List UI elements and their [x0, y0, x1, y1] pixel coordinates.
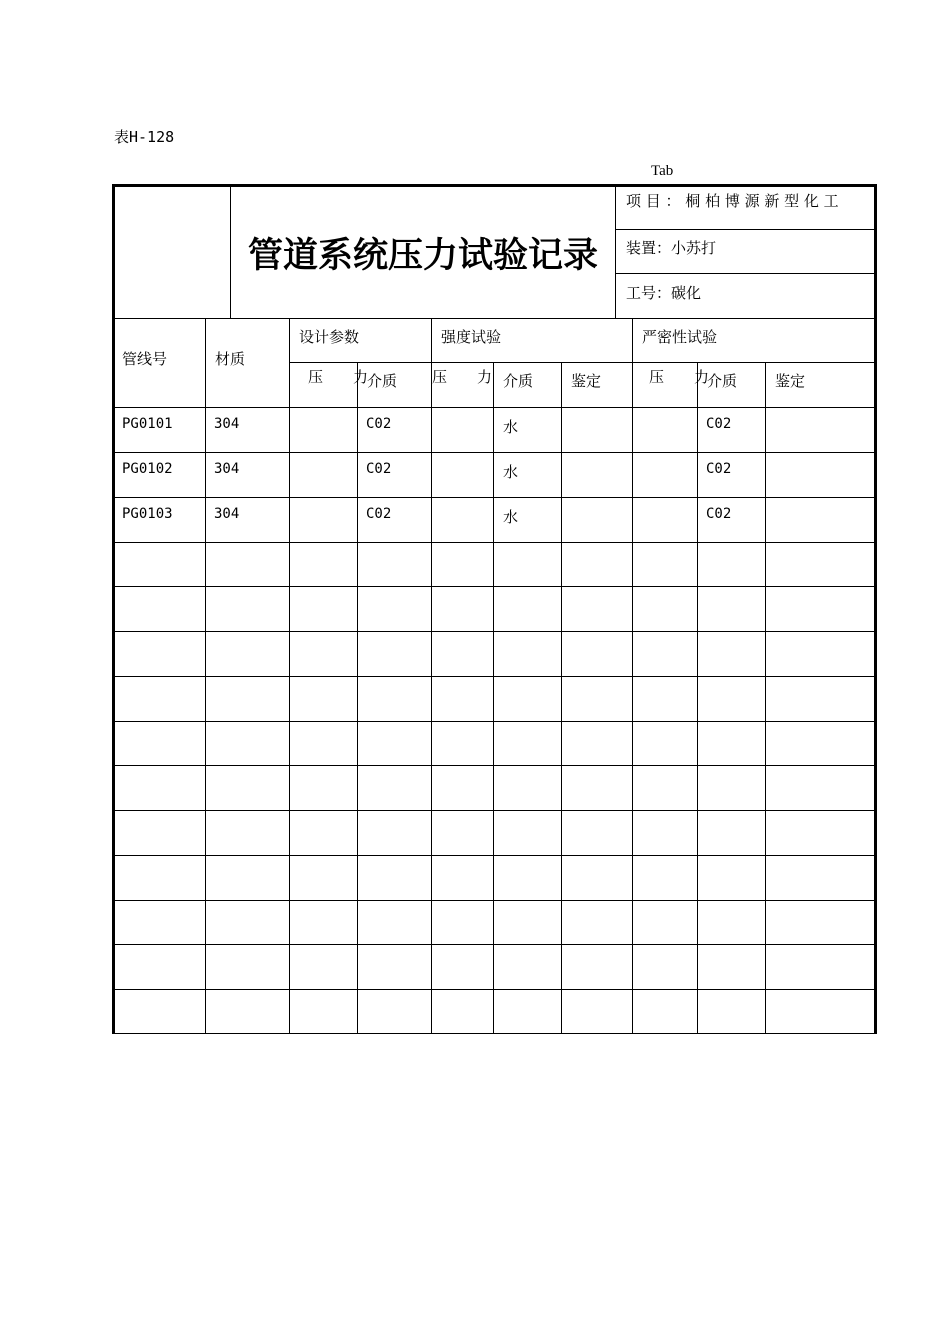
- header-design-params: 设计参数: [299, 328, 360, 346]
- row-separator: [114, 452, 876, 453]
- header-material: 材质: [215, 350, 246, 368]
- cell-material: 304: [214, 416, 240, 432]
- header-strength-test: 强度试验: [441, 328, 502, 346]
- header-tight-pressure: 压 力: [648, 368, 709, 386]
- header-design-pressure: 压 力: [307, 368, 368, 386]
- header-tight-medium: 介质: [707, 372, 738, 390]
- cell-material: 304: [214, 461, 240, 477]
- info-divider-2: [615, 273, 875, 274]
- cell-tight-medium: C02: [706, 461, 732, 477]
- cell-strength-medium: 水: [503, 463, 519, 481]
- cell-strength-medium: 水: [503, 418, 519, 436]
- cell-strength-medium: 水: [503, 508, 519, 526]
- header-strength-verdict: 鉴定: [571, 372, 602, 390]
- header-divider-right: [615, 186, 616, 318]
- row-separator: [114, 989, 876, 990]
- cell-pipe-no: PG0102: [122, 461, 173, 477]
- header-tightness-test: 严密性试验: [642, 328, 718, 346]
- col-line-strength-verdict: [561, 362, 562, 1033]
- info-divider-1: [615, 229, 875, 230]
- column-header-bottom: [114, 407, 876, 408]
- project-info: 项 目 ： 桐 柏 博 源 新 型 化 工: [626, 192, 839, 210]
- header-tight-verdict: 鉴定: [775, 372, 806, 390]
- header-strength-medium: 介质: [503, 372, 534, 390]
- cell-design-medium: C02: [366, 416, 392, 432]
- device-info: 装置：小苏打: [626, 239, 717, 257]
- record-table-frame: [112, 184, 877, 1034]
- tab-label: Tab: [651, 163, 674, 179]
- header-pipe-no: 管线号: [122, 350, 168, 368]
- row-separator: [114, 676, 876, 677]
- cell-pipe-no: PG0103: [122, 506, 173, 522]
- cell-design-medium: C02: [366, 461, 392, 477]
- col-line-tight-verdict: [765, 362, 766, 1033]
- row-separator: [114, 944, 876, 945]
- header-strength-pressure: 压 力: [432, 368, 493, 386]
- col-line-strength-medium: [493, 362, 494, 1033]
- cell-material: 304: [214, 506, 240, 522]
- cell-tight-medium: C02: [706, 416, 732, 432]
- cell-design-medium: C02: [366, 506, 392, 522]
- col-line-tight-medium: [697, 362, 698, 1033]
- row-separator: [114, 721, 876, 722]
- cell-pipe-no: PG0101: [122, 416, 173, 432]
- subheader-line: [289, 362, 876, 363]
- row-separator: [114, 497, 876, 498]
- row-separator: [114, 855, 876, 856]
- row-separator: [114, 631, 876, 632]
- work-number-info: 工号：碳化: [626, 284, 702, 302]
- header-bottom-line: [114, 318, 876, 319]
- col-line-design-medium: [357, 362, 358, 1033]
- header-divider-left: [230, 186, 231, 318]
- header-design-medium: 介质: [367, 372, 398, 390]
- row-separator: [114, 765, 876, 766]
- row-separator: [114, 586, 876, 587]
- row-separator: [114, 542, 876, 543]
- document-title: 管道系统压力试验记录: [248, 235, 599, 276]
- form-code: 表H-128: [114, 128, 175, 146]
- row-separator: [114, 810, 876, 811]
- row-separator: [114, 1033, 876, 1034]
- row-separator: [114, 900, 876, 901]
- cell-tight-medium: C02: [706, 506, 732, 522]
